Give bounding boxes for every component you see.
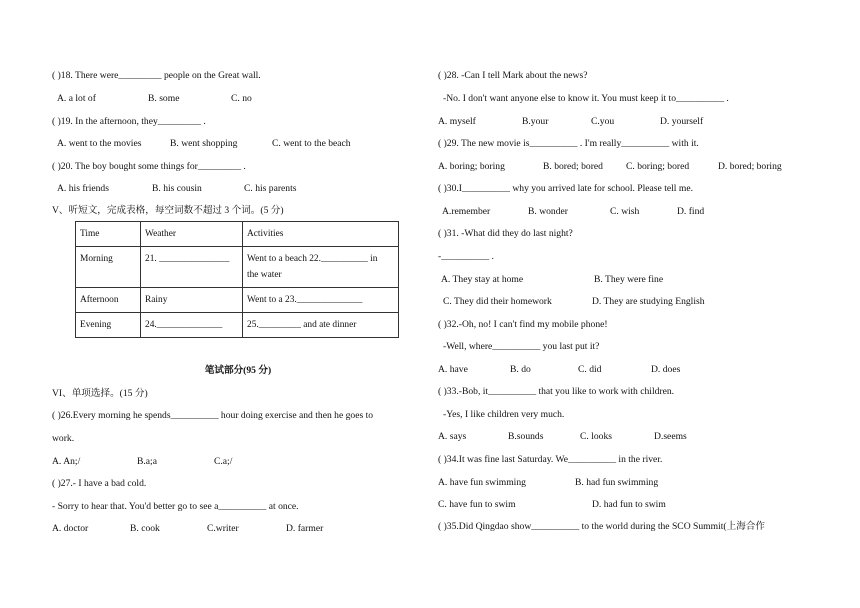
option-b: B. bored; bored <box>543 161 603 172</box>
option-d: D. bored; boring <box>718 161 782 172</box>
question-33-cont: -Yes, I like children very much. <box>443 409 565 420</box>
question-32: ( )32.-Oh, no! I can't find my mobile phone! <box>438 319 608 330</box>
table-header: Time <box>76 222 141 247</box>
option-c: C. have fun to swim <box>438 499 516 510</box>
option-a: A. says <box>438 431 467 442</box>
question-27-cont: - Sorry to hear that. You'd better go to see a__________ at once. <box>52 501 299 512</box>
option-a: A. went to the movies <box>57 138 142 149</box>
table-cell: Morning <box>76 247 141 288</box>
question-35: ( )35.Did Qingdao show__________ to the world during the SCO Summit(上海合作 <box>438 521 765 532</box>
option-b: B. had fun swimming <box>575 477 659 488</box>
table-row <box>76 313 399 338</box>
option-d: D. does <box>651 364 681 375</box>
table-row <box>76 288 399 313</box>
option-c: C. looks <box>580 431 612 442</box>
option-a: A. myself <box>438 116 476 127</box>
option-c: C.you <box>591 116 615 127</box>
option-d: D. had fun to swim <box>592 499 666 510</box>
question-32-cont: -Well, where__________ you last put it? <box>443 341 600 352</box>
section-6-heading: VI、单项选择。(15 分) <box>52 388 148 399</box>
table-row <box>76 247 399 288</box>
option-a: A. have <box>438 364 468 375</box>
option-b: B. wonder <box>528 206 568 217</box>
question-33: ( )33.-Bob, it__________ that you like to work with children. <box>438 386 675 397</box>
table-header: Weather <box>141 222 243 247</box>
listening-table <box>75 221 399 338</box>
option-d: D. find <box>677 206 705 217</box>
option-b: B. his cousin <box>152 183 202 194</box>
table-cell: Went to a 23.______________ <box>243 288 399 313</box>
question-30: ( )30.I__________ why you arrived late for school. Please tell me. <box>438 183 693 194</box>
written-part-title: 笔试部分(95 分) <box>204 365 272 376</box>
question-26-cont: work. <box>52 433 75 444</box>
option-d: D.seems <box>654 431 687 442</box>
option-a: A. his friends <box>57 183 109 194</box>
question-34: ( )34.It was fine last Saturday. We__________ in the river. <box>438 454 663 465</box>
option-c: C. his parents <box>244 183 297 194</box>
section-5-heading: V、听短文，完成表格，每空词数不超过 3 个词。(5 分) <box>52 205 284 216</box>
table-header: Activities <box>243 222 399 247</box>
question-20: ( )20. The boy bought some things for_________ . <box>52 161 246 172</box>
option-b: B. do <box>510 364 531 375</box>
question-28: ( )28. -Can I tell Mark about the news? <box>438 70 588 81</box>
table-header-row <box>76 222 399 247</box>
question-18: ( )18. There were_________ people on the Great wall. <box>52 70 261 81</box>
table-cell: Rainy <box>141 288 243 313</box>
option-a: A. boring; boring <box>438 161 505 172</box>
table-cell: 25._________ and ate dinner <box>243 313 399 338</box>
option-a: A. An;/ <box>52 456 81 467</box>
question-31: ( )31. -What did they do last night? <box>438 228 573 239</box>
question-26: ( )26.Every morning he spends__________ hour doing exercise and then he goes to <box>52 410 374 421</box>
option-b: B. some <box>148 93 180 104</box>
cell-line: Went to a beach 22.__________ in <box>247 254 378 264</box>
table-cell: 24.______________ <box>141 313 243 338</box>
question-28-cont: -No. I don't want anyone else to know it. You must keep it to__________ . <box>443 93 729 104</box>
question-29: ( )29. The new movie is__________ . I'm really__________ with it. <box>438 138 699 149</box>
option-d: D. farmer <box>286 523 324 534</box>
option-d: D. They are studying English <box>592 296 705 307</box>
question-31-cont: -__________ . <box>438 251 494 262</box>
option-c: C. boring; bored <box>626 161 690 172</box>
table-cell: Evening <box>76 313 141 338</box>
option-c: C. did <box>578 364 602 375</box>
question-27: ( )27.- I have a bad cold. <box>52 478 147 489</box>
option-b: B. went shopping <box>170 138 238 149</box>
cell-line: the water <box>247 270 282 280</box>
option-b: B. cook <box>130 523 160 534</box>
option-c: C. went to the beach <box>272 138 351 149</box>
option-b: B. They were fine <box>594 274 664 285</box>
option-a: A.remember <box>442 206 491 217</box>
option-a: A. have fun swimming <box>438 477 526 488</box>
option-a: A. They stay at home <box>441 274 524 285</box>
option-c: C.a;/ <box>214 456 233 467</box>
option-b: B.a;a <box>137 456 157 467</box>
option-a: A. a lot of <box>57 93 96 104</box>
table-cell: Afternoon <box>76 288 141 313</box>
option-c: C. They did their homework <box>443 296 552 307</box>
option-c: C. no <box>231 93 252 104</box>
table-cell <box>243 247 399 288</box>
table-cell: 21. _______________ <box>141 247 243 288</box>
option-b: B.your <box>522 116 549 127</box>
option-a: A. doctor <box>52 523 89 534</box>
option-b: B.sounds <box>508 431 544 442</box>
option-d: D. yourself <box>660 116 704 127</box>
option-c: C. wish <box>610 206 640 217</box>
option-c: C.writer <box>207 523 239 534</box>
question-19: ( )19. In the afternoon, they_________ . <box>52 116 206 127</box>
